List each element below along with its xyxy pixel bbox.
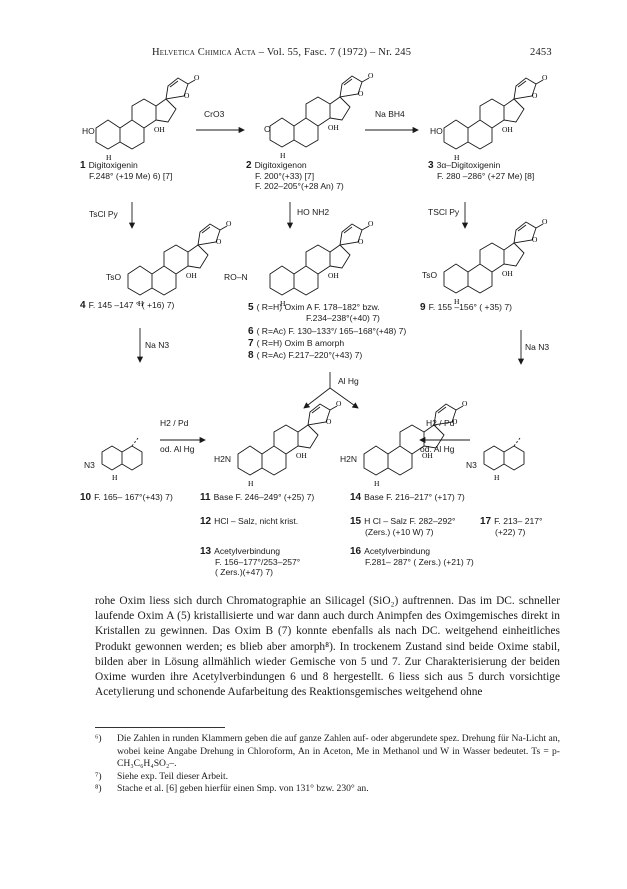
svg-text:H2N: H2N xyxy=(340,454,358,464)
compound-label-10: 10 F. 165– 167°(+43) 7) xyxy=(80,492,173,503)
compound-label-7: 7 ( R=H) Oxim B amorph xyxy=(248,338,345,349)
compound-label-5: 5 ( R=H) Oxim A F. 178–182° bzw. F.234–238°(+40) 7) xyxy=(248,302,380,323)
svg-text:HO: HO xyxy=(430,126,443,136)
compound-label-3: 3 3α–Digitoxigenin F. 280 –286° (+27 Me) [8] xyxy=(428,160,535,181)
footnote-mark: ⁶) xyxy=(95,733,102,744)
compound-label-4: 4 F. 145 –147 ° ( +16) 7) xyxy=(80,300,175,311)
compound-label-17: 17 F. 213– 217° (+22) 7) xyxy=(480,516,543,537)
footnote-mark: ⁸) xyxy=(95,783,102,795)
reagent-tscl-py-1: TsCl Py xyxy=(89,209,118,219)
compound-label-16: 16 Acetylverbindung F.281– 287° ( Zers.) (+21) 7) xyxy=(350,546,474,567)
arrow-alhg-right xyxy=(330,388,358,408)
arrow-alhg-left xyxy=(304,388,330,408)
footnote-8 xyxy=(95,783,560,796)
footnote-text: Stache et al. [6] geben hierfür einen Smp. von 131° bzw. 230° an. xyxy=(117,783,369,795)
reagent-h2pd-2: H2 / Pd xyxy=(426,418,455,428)
page-number: 2453 xyxy=(530,47,552,58)
reagent-h2pd-1: H2 / Pd xyxy=(160,418,189,428)
body-text xyxy=(95,594,560,700)
svg-text:TsO: TsO xyxy=(106,272,122,282)
journal-name: Helvetica Chimica Acta xyxy=(152,47,256,58)
compound-label-13: 13 Acetylverbindung F. 156–177°/253–257° ( Zers.)(+47) 7) xyxy=(200,546,301,577)
svg-text:N3: N3 xyxy=(84,460,95,470)
issue-info: – Vol. 55, Fasc. 7 (1972) – Nr. 245 xyxy=(258,47,412,58)
footnotes xyxy=(95,733,560,796)
reagent-cro3: CrO3 xyxy=(204,109,225,119)
footnote-text: Siehe exp. Teil dieser Arbeit. xyxy=(117,770,229,782)
compound-label-2: 2 Digitoxigenon F. 200°(+33) [7] F. 202–205°(+28 An) 7) xyxy=(246,160,344,191)
footnote-6 xyxy=(95,733,560,771)
compound-label-1: 1 Digitoxigenin F.248° (+19 Me) 6) [7] xyxy=(80,160,173,181)
reagent-odalhg-1: od. Al Hg xyxy=(160,444,195,454)
reagent-hono: HO NH2 xyxy=(297,207,330,217)
footnote-mark: ⁷) xyxy=(95,770,102,782)
reagent-nan3-1: Na N3 xyxy=(145,340,170,350)
reagent-nabh4: Na BH4 xyxy=(375,109,405,119)
compound-label-15: 15 H Cl – Salz F. 282–292° (Zers.) (+10 W) 7) xyxy=(350,516,456,537)
compound-label-14: 14 Base F. 216–217° (+17) 7) xyxy=(350,492,465,503)
footnote-text: Die Zahlen in runden Klammern geben die auf ganze Zahlen auf- oder abgerundete spez. Drehung für Na-Licht an, wobei keine Angabe Drehung in Chloroform, An in Aceton, Me in Methanol und W in Wasser bedeutet. Ts = p-CH₃C₆H₄SO₂–. xyxy=(117,733,560,770)
reagent-alhg: Al Hg xyxy=(338,376,359,386)
compound-label-11: 11 Base F. 246–249° (+25) 7) xyxy=(200,492,315,503)
svg-text:N3: N3 xyxy=(466,460,477,470)
svg-text:O: O xyxy=(264,124,271,134)
svg-text:H2N: H2N xyxy=(214,454,232,464)
svg-text:HO: HO xyxy=(82,126,95,136)
compound-label-9: 9 F. 155 –156° ( +35) 7) xyxy=(420,302,513,313)
compound-label-8: 8 ( R=Ac) F.217–220°(+43) 7) xyxy=(248,350,363,361)
reagent-odalhg-2: od. Al Hg xyxy=(420,444,455,454)
footnote-rule xyxy=(95,727,225,728)
reagent-tscl-py-2: TSCl Py xyxy=(428,207,460,217)
compound-label-12: 12 HCl – Salz, nicht krist. xyxy=(200,516,299,527)
svg-text:TsO: TsO xyxy=(422,270,438,280)
compound-label-6: 6 ( R=Ac) F. 130–133°/ 165–168°(+48) 7) xyxy=(248,326,407,337)
svg-text:RO–N: RO–N xyxy=(224,272,248,282)
reagent-nan3-2: Na N3 xyxy=(525,342,550,352)
body-paragraph: rohe Oxim liess sich durch Chromatographie an Silicagel (SiO₂) auftrennen. Das im DC. schneller laufende Oxim A (5) kristallisierte und war dann auch durch Animpfen des Oximgemisches direkt in Kristallen zu gewinnen. Das Oxim B (7) konnte ebenfalls als nach DC. weitgehend einheitliches Produkt gewonnen werden; es blieb aber amorph⁸). In trockenem Zustand sind beide Oxime stabil, bilden aber in Lösung allmählich wieder Gemische von 5 und 7. Zur Charakterisierung der beiden Oxime wurden ihre Acetylverbindungen 6 und 8 hergestellt. 6 liess sich aus 5 durch vorsichtige Acetylierung und schonende Aufarbeitung des Reaktionsgemisches weitgehend ohne xyxy=(95,595,560,699)
footnote-7 xyxy=(95,771,560,784)
